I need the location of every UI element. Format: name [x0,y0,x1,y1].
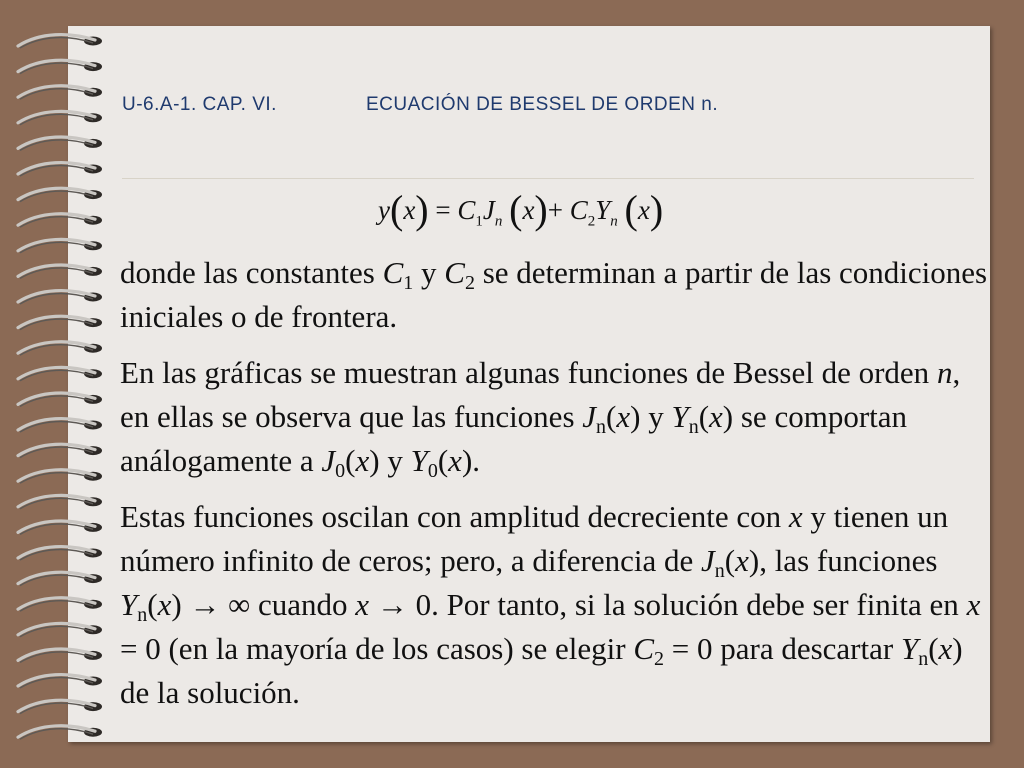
slide-title: ECUACIÓN DE BESSEL DE ORDEN n. [366,94,719,115]
slide-body [120,251,990,727]
paragraph-constants: donde las constantes $C_1$ y $C_2$ se determinan a partir de las condiciones iniciales o de frontera. [120,255,988,334]
chapter-code: U-6.A-1. CAP. VI. [122,94,277,115]
bessel-general-solution: $y(x) = C_1J_n$ $(x)+ C_2Y_n$ (x) [378,187,664,232]
paragraph-graphs: En las gráficas se muestran algunas funciones de Bessel de orden n, en ellas se observa que las funciones $J_n(x)$ y $Y_n(x)$ se comportan análogamente a $J_0(x)$ y $Y_0(x)$. [120,355,961,482]
paragraph-oscillation: Estas funciones oscilan con amplitud decreciente con x y tienen un número infinito de ceros; pero, a diferencia de $J_n(x)$, las funciones $Y_n(x)$ → ∞ cuando x → 0. Por tanto, si la solución debe ser finita en x = 0 (en la mayoría de los casos) se elegir $C_2 = 0$ para descartar $Y_n(x)$ de la solución. [120,499,981,710]
header-divider [122,178,974,179]
